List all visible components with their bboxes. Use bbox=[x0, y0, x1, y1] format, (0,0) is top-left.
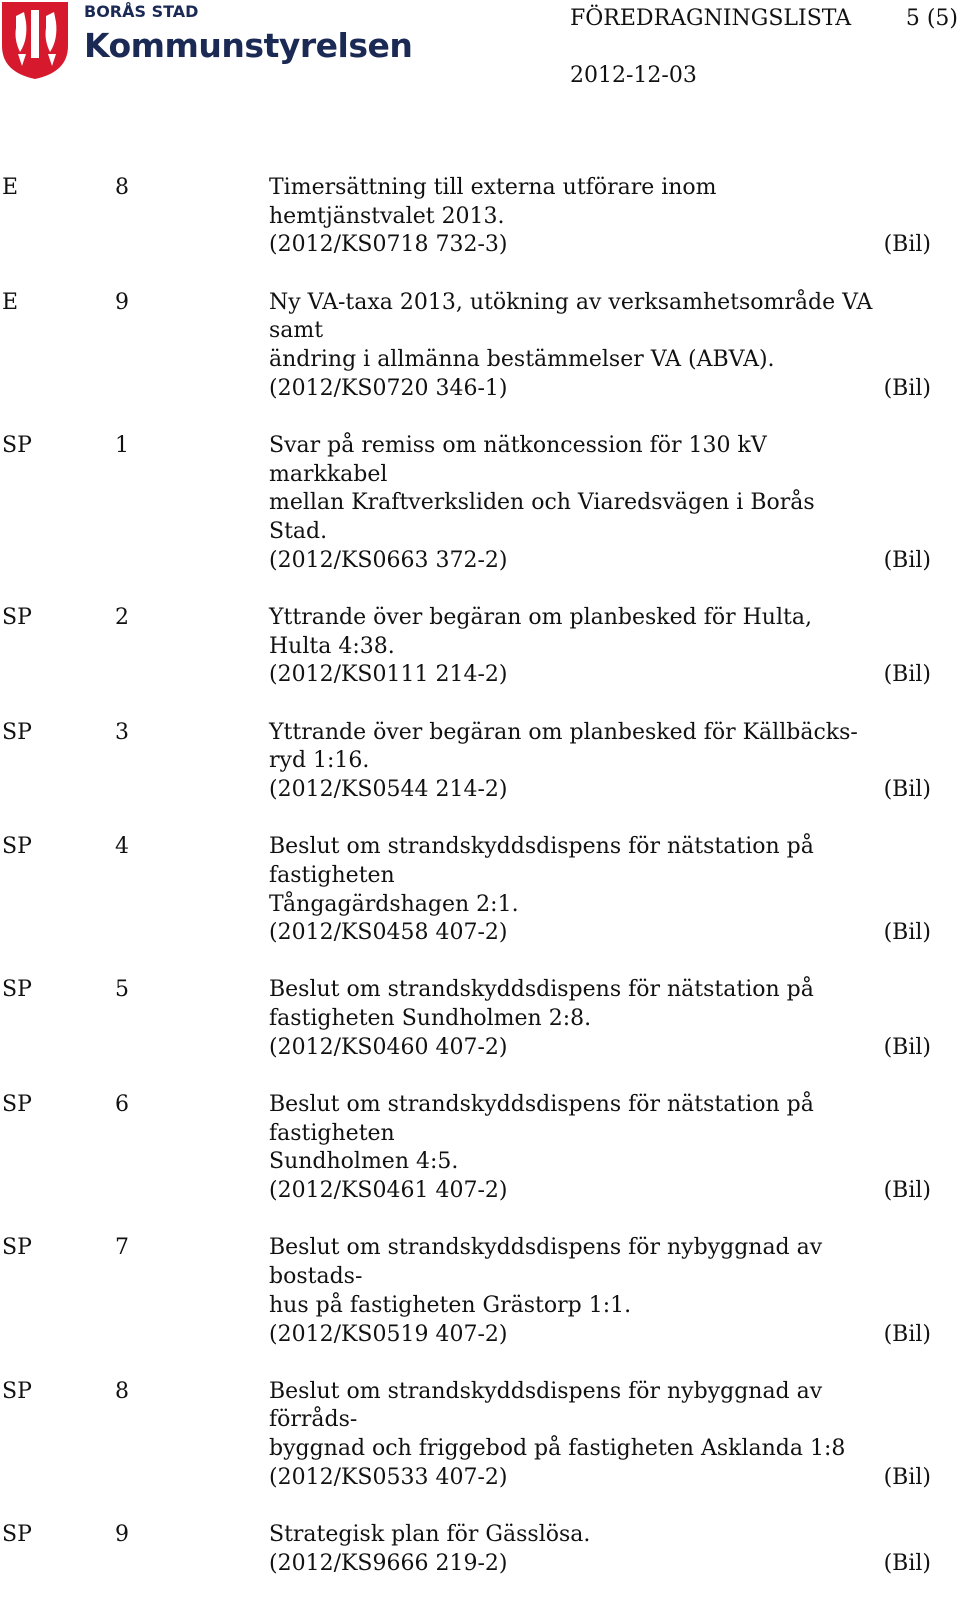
item-number: 7 bbox=[115, 1235, 129, 1261]
org-label: BORÅS STAD bbox=[84, 2, 199, 21]
item-title-line: Beslut om strandskyddsdispens för nybyggnad av bostads- bbox=[269, 1235, 823, 1290]
item-title-line: Beslut om strandskyddsdispens för nätstation på bbox=[269, 977, 814, 1003]
agenda-item bbox=[0, 1091, 960, 1206]
item-reference: (2012/KS0533 407-2) bbox=[269, 1464, 508, 1490]
item-title-line: Strategisk plan för Gässlösa. bbox=[269, 1522, 591, 1548]
item-body bbox=[269, 1378, 931, 1493]
agenda-item bbox=[0, 174, 960, 260]
item-number: 8 bbox=[115, 175, 129, 200]
item-number: 4 bbox=[115, 834, 129, 860]
document-title: FÖREDRAGNINGSLISTA bbox=[570, 6, 852, 31]
item-reference-line bbox=[269, 919, 931, 948]
document-date: 2012-12-03 bbox=[570, 63, 697, 88]
item-title-line: Sundholmen 4:5. bbox=[269, 1149, 459, 1175]
attachment-marker: (Bil) bbox=[883, 776, 931, 802]
item-number: 9 bbox=[115, 1522, 129, 1548]
item-title-line: mellan Kraftverksliden och Viaredsvägen i Borås Stad. bbox=[269, 490, 815, 545]
item-reference-line bbox=[269, 776, 931, 805]
item-title-line: Yttrande över begäran om planbesked för Hulta, Hulta 4:38. bbox=[269, 604, 812, 659]
page-number: 5 (5) bbox=[905, 6, 958, 31]
item-body bbox=[269, 174, 931, 260]
item-title-line: Beslut om strandskyddsdispens för nätstation på fastigheten bbox=[269, 1092, 814, 1146]
item-number: 8 bbox=[115, 1378, 129, 1404]
item-reference: (2012/KS0458 407-2) bbox=[269, 920, 508, 946]
item-title-line: ryd 1:16. bbox=[269, 748, 370, 774]
item-body bbox=[269, 833, 931, 948]
attachment-marker: (Bil) bbox=[883, 1464, 931, 1490]
item-type: SP bbox=[2, 604, 32, 630]
item-reference-line bbox=[269, 1550, 931, 1579]
item-type: SP bbox=[2, 1092, 32, 1118]
item-title-line: Ny VA-taxa 2013, utökning av verksamhetsområde VA samt bbox=[269, 289, 873, 344]
item-title-line: Beslut om strandskyddsdispens för nybyggnad av förråds- bbox=[269, 1378, 823, 1433]
item-body bbox=[269, 719, 931, 805]
attachment-marker: (Bil) bbox=[883, 547, 931, 573]
item-type: SP bbox=[2, 719, 32, 745]
item-type: SP bbox=[2, 1235, 32, 1261]
agenda-item bbox=[0, 1521, 960, 1578]
item-title-line: Tångagärdshagen 2:1. bbox=[269, 891, 519, 917]
item-title-line: hus på fastigheten Grästorp 1:1. bbox=[269, 1292, 632, 1318]
item-title-line: byggnad och friggebod på fastigheten Asklanda 1:8 bbox=[269, 1436, 846, 1462]
item-body bbox=[269, 1234, 931, 1349]
agenda-list bbox=[0, 174, 960, 1607]
attachment-marker: (Bil) bbox=[883, 1321, 931, 1347]
agenda-item bbox=[0, 432, 960, 576]
attachment-marker: (Bil) bbox=[883, 1178, 931, 1204]
item-reference: (2012/KS0461 407-2) bbox=[269, 1178, 508, 1204]
item-type: SP bbox=[2, 834, 32, 860]
item-title-line: Timersättning till externa utförare inom hemtjänstvalet 2013. bbox=[269, 175, 717, 229]
org-name: Kommunstyrelsen bbox=[84, 26, 413, 65]
item-type: SP bbox=[2, 977, 32, 1003]
item-reference: (2012/KS0519 407-2) bbox=[269, 1321, 508, 1347]
item-reference-line bbox=[269, 1177, 931, 1206]
agenda-item bbox=[0, 1234, 960, 1349]
item-number: 1 bbox=[115, 432, 129, 458]
item-reference: (2012/KS0720 346-1) bbox=[269, 375, 508, 401]
item-reference: (2012/KS0111 214-2) bbox=[269, 662, 508, 688]
item-reference-line bbox=[269, 375, 931, 404]
item-reference-line bbox=[269, 661, 931, 690]
agenda-item bbox=[0, 1378, 960, 1493]
item-title-line: Svar på remiss om nätkoncession för 130 kV markkabel bbox=[269, 432, 767, 487]
item-number: 5 bbox=[115, 977, 129, 1003]
boras-coat-of-arms-icon bbox=[0, 0, 70, 80]
attachment-marker: (Bil) bbox=[883, 920, 931, 946]
item-reference-line bbox=[269, 1464, 931, 1493]
item-reference: (2012/KS0460 407-2) bbox=[269, 1034, 508, 1060]
item-number: 3 bbox=[115, 719, 129, 745]
attachment-marker: (Bil) bbox=[883, 662, 931, 688]
item-type: E bbox=[2, 289, 19, 315]
item-reference: (2012/KS9666 219-2) bbox=[269, 1550, 508, 1576]
page-header bbox=[0, 0, 960, 110]
item-body bbox=[269, 289, 931, 404]
item-body bbox=[269, 1091, 931, 1206]
item-number: 9 bbox=[115, 289, 129, 315]
agenda-item bbox=[0, 833, 960, 948]
item-body bbox=[269, 604, 931, 690]
agenda-item bbox=[0, 604, 960, 690]
item-number: 2 bbox=[115, 604, 129, 630]
item-type: SP bbox=[2, 432, 32, 458]
attachment-marker: (Bil) bbox=[883, 375, 931, 401]
item-title-line: ändring i allmänna bestämmelser VA (ABVA). bbox=[269, 347, 775, 373]
item-reference-line bbox=[269, 547, 931, 576]
item-title-line: fastigheten Sundholmen 2:8. bbox=[269, 1006, 592, 1032]
item-body bbox=[269, 1521, 931, 1578]
item-reference-line bbox=[269, 1321, 931, 1350]
item-body bbox=[269, 976, 931, 1062]
item-reference-line bbox=[269, 231, 931, 260]
agenda-item bbox=[0, 719, 960, 805]
item-reference-line bbox=[269, 1034, 931, 1063]
item-type: SP bbox=[2, 1378, 32, 1404]
agenda-item bbox=[0, 289, 960, 404]
item-title-line: Beslut om strandskyddsdispens för nätstation på fastigheten bbox=[269, 834, 814, 888]
item-type: SP bbox=[2, 1522, 32, 1548]
item-reference: (2012/KS0718 732-3) bbox=[269, 232, 508, 258]
agenda-item bbox=[0, 976, 960, 1062]
attachment-marker: (Bil) bbox=[883, 1034, 931, 1060]
item-number: 6 bbox=[115, 1092, 129, 1118]
item-title-line: Yttrande över begäran om planbesked för Källbäcks- bbox=[269, 719, 858, 745]
attachment-marker: (Bil) bbox=[883, 232, 931, 258]
item-reference: (2012/KS0663 372-2) bbox=[269, 547, 508, 573]
attachment-marker: (Bil) bbox=[883, 1550, 931, 1576]
item-body bbox=[269, 432, 931, 576]
item-reference: (2012/KS0544 214-2) bbox=[269, 776, 508, 802]
item-type: E bbox=[2, 175, 19, 200]
